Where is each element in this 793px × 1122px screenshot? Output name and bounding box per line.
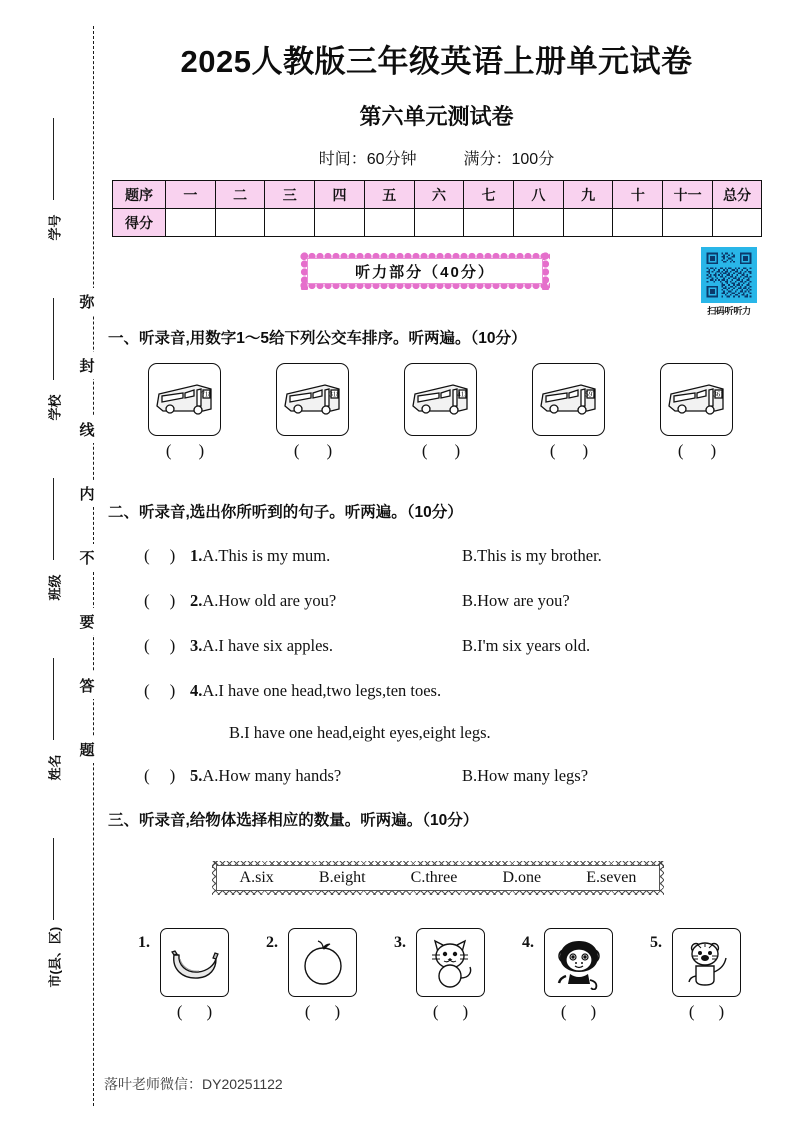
q3-answer-blank-3[interactable]: ( ) bbox=[432, 1002, 469, 1021]
score-cell-1[interactable] bbox=[166, 209, 216, 237]
seal-char-3: 内 bbox=[76, 480, 98, 507]
score-col-1: 一 bbox=[166, 181, 216, 209]
q2-item-3[interactable] bbox=[144, 636, 769, 656]
question-3-heading: 三、听录音,给物体选择相应的数量。听两遍。（10分） bbox=[108, 812, 479, 829]
bus-icon-1 bbox=[153, 376, 217, 424]
score-col-6: 六 bbox=[414, 181, 464, 209]
q3-image-3 bbox=[416, 928, 485, 997]
bus-icon-2 bbox=[281, 376, 345, 424]
q3-answer-blank-4[interactable]: ( ) bbox=[560, 1002, 597, 1021]
bus-number-4: 597 bbox=[584, 390, 596, 398]
score-cell-9[interactable] bbox=[563, 209, 613, 237]
q2-num-2: 2. bbox=[190, 591, 203, 610]
page-title: 2025人教版三年级英语上册单元试卷 bbox=[180, 44, 693, 79]
qr-code-icon[interactable] bbox=[701, 247, 757, 303]
exam-meta bbox=[104, 146, 769, 169]
score-col-4: 四 bbox=[315, 181, 365, 209]
q2-option-b-5[interactable]: B.How many legs? bbox=[462, 766, 589, 785]
listening-section-banner bbox=[300, 252, 550, 290]
word-bank-option-c[interactable]: C.three bbox=[410, 869, 458, 886]
q2-num-5: 5. bbox=[190, 766, 203, 785]
qr-code-svg bbox=[705, 251, 753, 299]
q2-item-2[interactable] bbox=[144, 591, 769, 611]
q3-answer-blank-2[interactable]: ( ) bbox=[304, 1002, 341, 1021]
listening-section-label: 听力部分（40分） bbox=[307, 258, 543, 284]
bus-item-3[interactable] bbox=[404, 363, 479, 461]
score-table-row-label-1: 得分 bbox=[113, 209, 166, 237]
exam-total-label: 满分：100分 bbox=[463, 151, 555, 168]
banana-icon bbox=[166, 937, 224, 989]
score-col-3: 三 bbox=[265, 181, 315, 209]
bus-number-3: 413 bbox=[456, 390, 468, 398]
q2-answer-blank-3[interactable]: ( ) bbox=[144, 636, 176, 655]
q2-answer-blank-1[interactable]: ( ) bbox=[144, 546, 176, 565]
score-cell-4[interactable] bbox=[315, 209, 365, 237]
info-label-school: 学校 bbox=[47, 394, 63, 421]
q2-item-4[interactable] bbox=[144, 681, 769, 701]
score-cell-6[interactable] bbox=[414, 209, 464, 237]
q2-option-a-2[interactable]: A.How old are you? bbox=[202, 591, 337, 610]
info-rule-1 bbox=[53, 298, 54, 380]
q2-option-a-3[interactable]: A.I have six apples. bbox=[202, 636, 333, 655]
score-table-header-row bbox=[113, 181, 762, 209]
seal-char-1: 封 bbox=[76, 352, 98, 379]
bus-image-5 bbox=[660, 363, 733, 436]
bus-item-4[interactable] bbox=[532, 363, 607, 461]
score-cell-2[interactable] bbox=[215, 209, 265, 237]
info-label-class: 班级 bbox=[47, 574, 63, 601]
word-bank-option-a[interactable]: A.six bbox=[239, 869, 274, 886]
q3-num-5: 5. bbox=[650, 934, 662, 951]
q3-num-4: 4. bbox=[522, 934, 534, 951]
q3-image-2 bbox=[288, 928, 357, 997]
page-subtitle: 第六单元测试卷 bbox=[359, 104, 514, 129]
score-cell-3[interactable] bbox=[265, 209, 315, 237]
seal-char-7: 题 bbox=[76, 736, 98, 763]
q3-image-4 bbox=[544, 928, 613, 997]
score-col-total: 总分 bbox=[713, 181, 762, 209]
q3-image-5 bbox=[672, 928, 741, 997]
bus-answer-blank-4[interactable]: ( ) bbox=[549, 441, 590, 460]
apple-icon bbox=[295, 937, 351, 989]
q2-item-5[interactable] bbox=[144, 766, 769, 786]
q3-image-1 bbox=[160, 928, 229, 997]
bus-answer-blank-1[interactable]: ( ) bbox=[165, 441, 206, 460]
seal-margin-column bbox=[0, 0, 104, 1122]
word-bank-option-b[interactable]: B.eight bbox=[318, 869, 366, 886]
bus-number-2: 318 bbox=[328, 390, 340, 398]
score-col-10: 十 bbox=[613, 181, 663, 209]
test-paper-sheet bbox=[104, 0, 793, 1122]
info-label-name: 姓名 bbox=[47, 754, 63, 781]
question-2-heading: 二、听录音,选出你所听到的句子。听两遍。（10分） bbox=[108, 504, 463, 521]
info-label-city-district: 市(县、区) bbox=[47, 926, 63, 988]
bus-item-5[interactable] bbox=[660, 363, 735, 461]
cat-icon bbox=[424, 936, 478, 990]
q2-answer-blank-5[interactable]: ( ) bbox=[144, 766, 176, 785]
score-cell-11[interactable] bbox=[663, 209, 713, 237]
score-col-9: 九 bbox=[563, 181, 613, 209]
q2-num-3: 3. bbox=[190, 636, 203, 655]
q2-option-b-2[interactable]: B.How are you? bbox=[462, 591, 570, 610]
bus-image-4 bbox=[532, 363, 605, 436]
q2-option-b-1[interactable]: B.This is my brother. bbox=[462, 546, 602, 565]
seal-char-0: 弥 bbox=[76, 288, 98, 315]
bus-image-3 bbox=[404, 363, 477, 436]
q2-option-a-4[interactable]: A.I have one head,two legs,ten toes. bbox=[202, 681, 442, 700]
word-bank-box bbox=[212, 861, 664, 895]
q3-answer-blank-5[interactable]: ( ) bbox=[688, 1002, 725, 1021]
info-rule-3 bbox=[53, 658, 54, 740]
q2-option-a-1[interactable]: A.This is my mum. bbox=[202, 546, 331, 565]
word-bank-option-d[interactable]: D.one bbox=[502, 869, 542, 886]
q3-answer-blank-1[interactable]: ( ) bbox=[176, 1002, 213, 1021]
seal-char-4: 不 bbox=[76, 544, 98, 571]
exam-time-label: 时间：60分钟 bbox=[318, 151, 417, 168]
info-label-student-id: 学号 bbox=[47, 214, 63, 241]
seal-char-2: 线 bbox=[76, 416, 98, 443]
q3-num-1: 1. bbox=[138, 934, 150, 951]
bus-answer-blank-5[interactable]: ( ) bbox=[677, 441, 718, 460]
score-col-8: 八 bbox=[514, 181, 564, 209]
score-table bbox=[112, 180, 762, 237]
bus-icon-4 bbox=[537, 376, 601, 424]
info-rule-2 bbox=[53, 478, 54, 560]
seal-char-5: 要 bbox=[76, 608, 98, 635]
listening-qr-block[interactable] bbox=[701, 247, 757, 317]
bus-number-5: 361 bbox=[712, 390, 724, 398]
bus-image-1 bbox=[148, 363, 221, 436]
bus-item-2[interactable] bbox=[276, 363, 351, 461]
question-1-heading: 一、听录音,用数字1～5给下列公交车排序。听两遍。（10分） bbox=[108, 330, 527, 347]
q2-item-1[interactable] bbox=[144, 546, 769, 566]
tiger-icon bbox=[680, 936, 734, 990]
info-rule-0 bbox=[53, 118, 54, 200]
word-bank-option-e[interactable]: E.seven bbox=[586, 869, 637, 886]
q2-num-4: 4. bbox=[190, 681, 203, 700]
monkey-icon bbox=[552, 936, 606, 990]
score-cell-7[interactable] bbox=[464, 209, 514, 237]
bus-answer-blank-3[interactable]: ( ) bbox=[421, 441, 462, 460]
info-rule-4 bbox=[53, 838, 54, 920]
score-col-11: 十一 bbox=[663, 181, 713, 209]
qr-caption: 扫码听听力 bbox=[707, 306, 751, 316]
bus-image-2 bbox=[276, 363, 349, 436]
score-cell-total[interactable] bbox=[713, 209, 762, 237]
bus-icon-3 bbox=[409, 376, 473, 424]
score-table-value-row bbox=[113, 209, 762, 237]
score-col-2: 二 bbox=[215, 181, 265, 209]
seal-char-6: 答 bbox=[76, 672, 98, 699]
footer-watermark: 落叶老师微信：DY20251122 bbox=[104, 1076, 283, 1092]
score-table-row-label-0: 题序 bbox=[113, 181, 166, 209]
q2-option-a-5[interactable]: A.How many hands? bbox=[202, 766, 342, 785]
q3-num-2: 2. bbox=[266, 934, 278, 951]
q3-num-3: 3. bbox=[394, 934, 406, 951]
q2-answer-blank-2[interactable]: ( ) bbox=[144, 591, 176, 610]
bus-number-1: 718 bbox=[200, 390, 212, 398]
score-cell-10[interactable] bbox=[613, 209, 663, 237]
bus-item-1[interactable] bbox=[148, 363, 223, 461]
q2-num-1: 1. bbox=[190, 546, 203, 565]
q2-option-b-3[interactable]: B.I'm six years old. bbox=[462, 636, 591, 655]
word-bank-options bbox=[216, 865, 660, 891]
score-cell-8[interactable] bbox=[514, 209, 564, 237]
score-col-5: 五 bbox=[364, 181, 414, 209]
bus-icon-5 bbox=[665, 376, 729, 424]
bus-answer-blank-2[interactable]: ( ) bbox=[293, 441, 334, 460]
q2-option-b-4[interactable]: B.I have one head,eight eyes,eight legs. bbox=[229, 723, 491, 742]
q2-answer-blank-4[interactable]: ( ) bbox=[144, 681, 176, 700]
score-cell-5[interactable] bbox=[364, 209, 414, 237]
score-col-7: 七 bbox=[464, 181, 514, 209]
